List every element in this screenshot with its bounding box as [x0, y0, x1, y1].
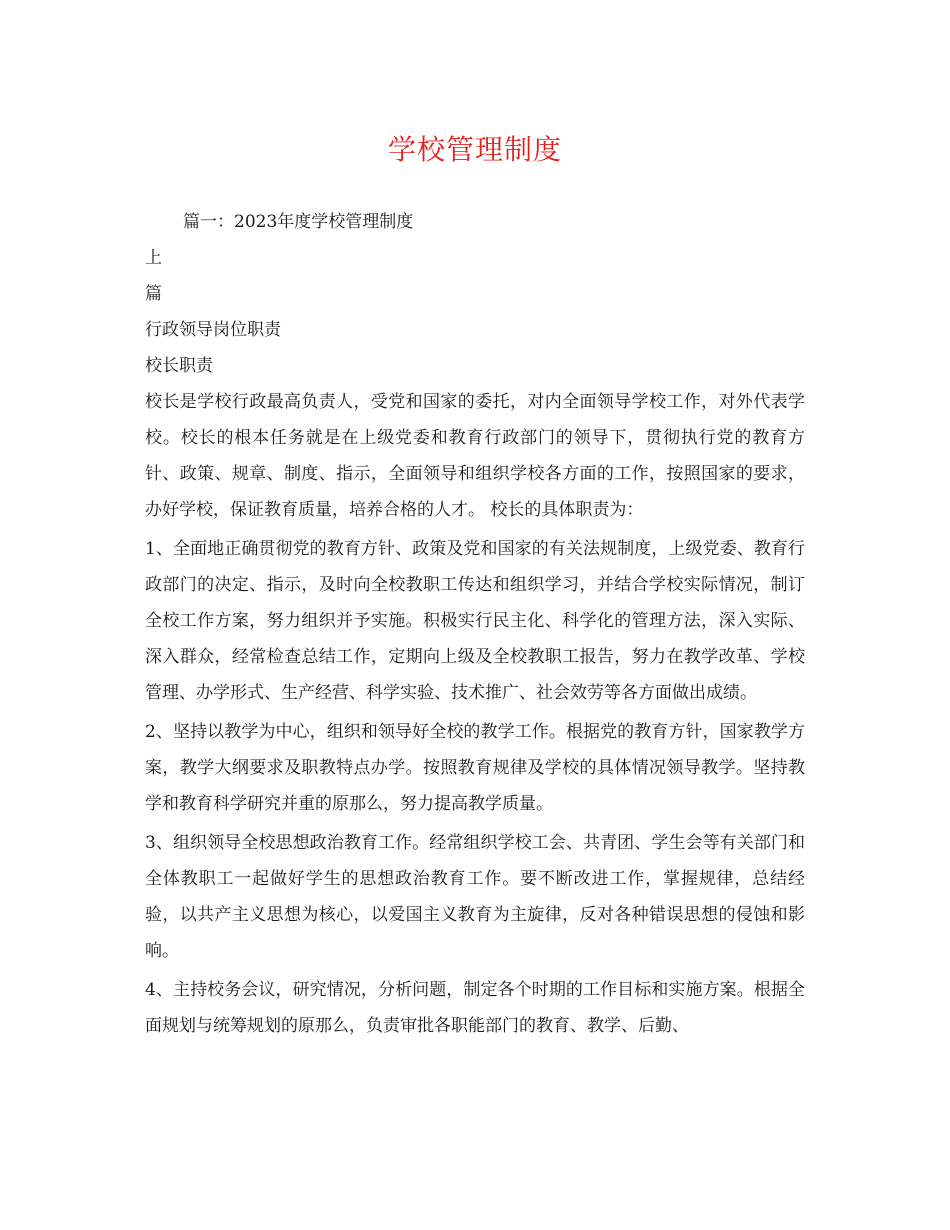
paragraph-duty-3: 3、组织领导全校思想政治教育工作。经常组织学校工会、共青团、学生会等有关部门和全体教职工一起做好学生的思想政治教育工作。要不断改进工作，掌握规律，总结经验，以共产主义思想为核心，以爱国主义教育为主旋律，反对各种错误思想的侵蚀和影响。 [145, 833, 805, 961]
subsection-title: 校长职责 [145, 356, 213, 376]
document-title: 学校管理制度 [387, 133, 562, 166]
volume-label-bottom: 篇 [145, 284, 162, 304]
paragraph-duty-4: 4、主持校务会议，研究情况，分析问题，制定各个时期的工作目标和实施方案。根据全面规划与统筹规划的原那么，负责审批各职能部门的教育、教学、后勤、 [145, 980, 805, 1036]
section-title: 行政领导岗位职责 [145, 320, 281, 340]
volume-label-top: 上 [145, 248, 162, 268]
document-body [145, 204, 805, 1044]
paragraph-principal-intro: 校长是学校行政最高负责人，受党和国家的委托，对内全面领导学校工作，对外代表学校。校长的根本任务就是在上级党委和教育行政部门的领导下，贯彻执行党的教育方针、政策、规章、制度、指示，全面领导和组织学校各方面的工作，按照国家的要求，办好学校，保证教育质量，培养合格的人才。 校长的具体职责为： [145, 392, 805, 520]
part-heading: 篇一：2023年度学校管理制度 [183, 212, 414, 232]
paragraph-duty-1: 1、全面地正确贯彻党的教育方针、政策及党和国家的有关法规制度，上级党委、教育行政部门的决定、指示，及时向全校教职工传达和组织学习，并结合学校实际情况，制订全校工作方案，努力组织并予实施。积极实行民主化、科学化的管理方法，深入实际、深入群众，经常检查总结工作，定期向上级及全校教职工报告，努力在教学改革、学校管理、办学形式、生产经营、科学实验、技术推广、社会效劳等各方面做出成绩。 [145, 539, 805, 703]
paragraph-duty-2: 2、坚持以教学为中心，组织和领导好全校的教学工作。根据党的教育方针，国家教学方案，教学大纲要求及职教特点办学。按照教育规律及学校的具体情况领导教学。坚持教学和教育科学研究并重的原那么，努力提高教学质量。 [145, 722, 805, 814]
